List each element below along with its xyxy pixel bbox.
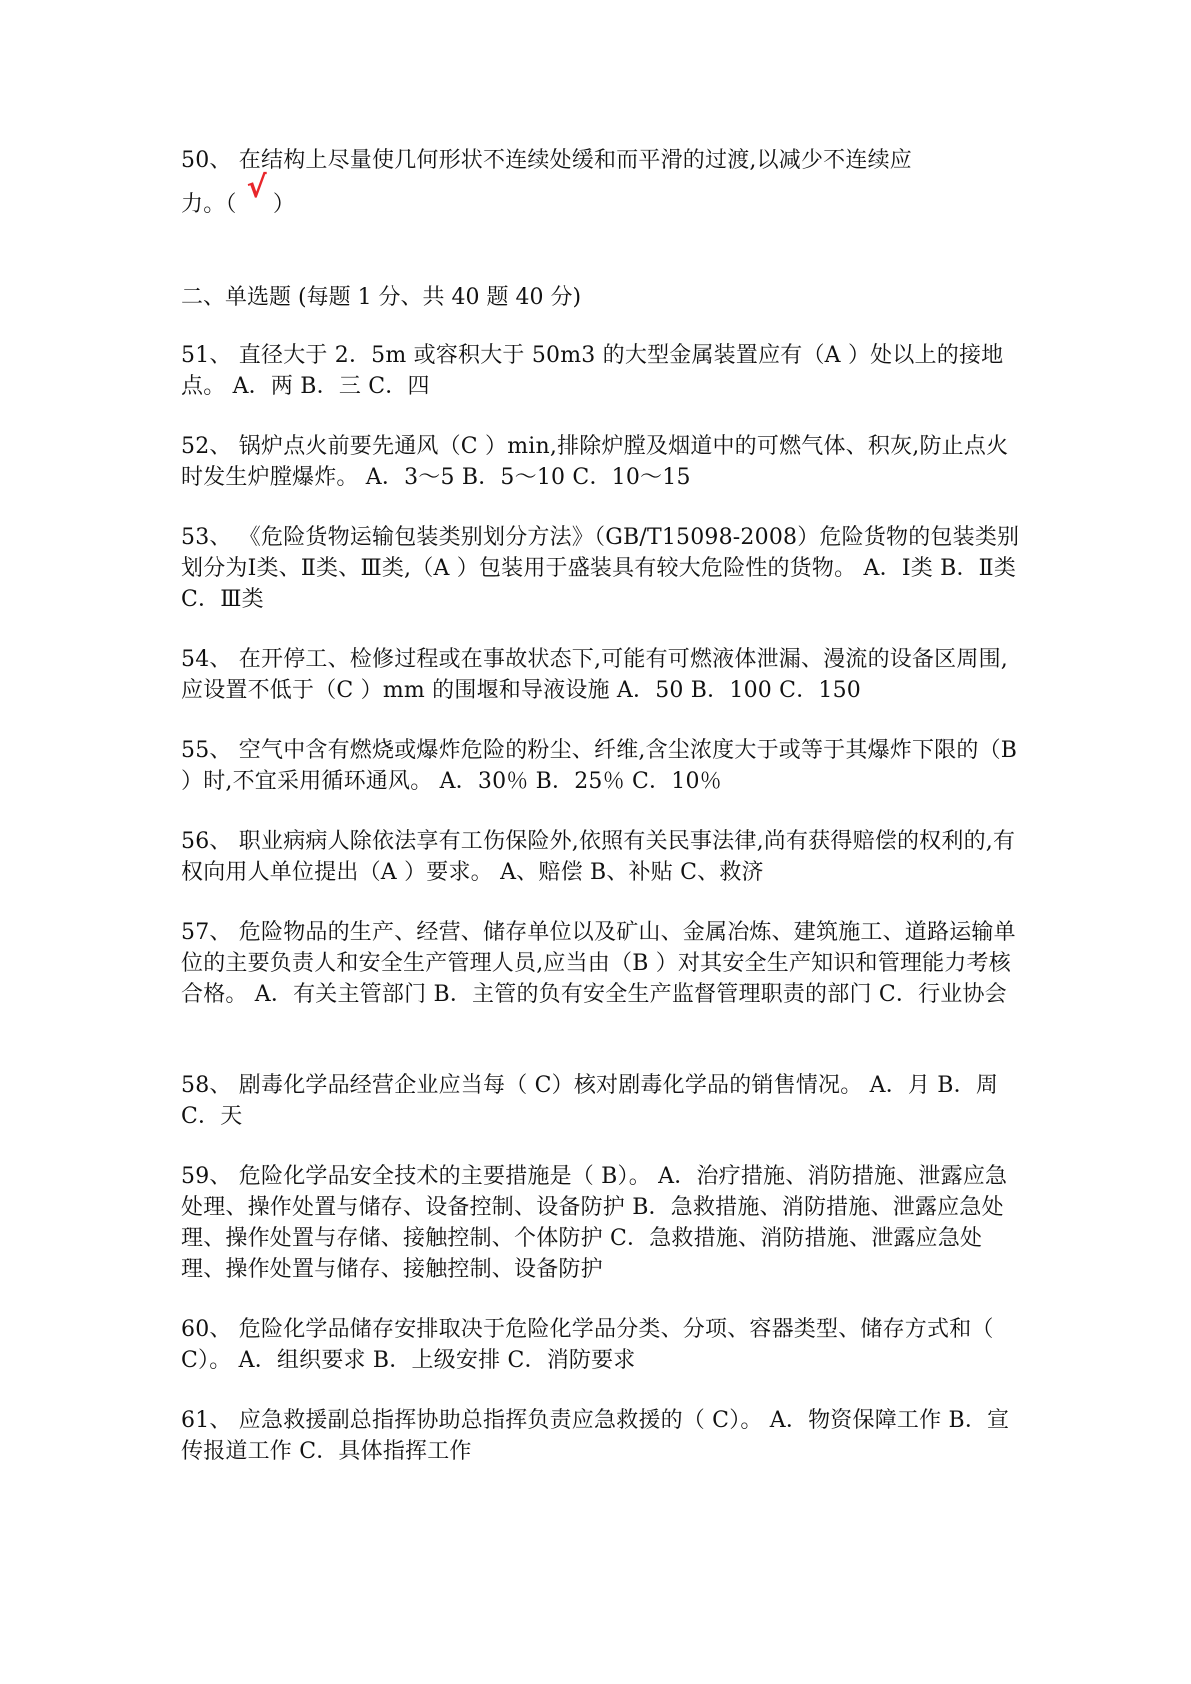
question-50-line1: 50、 在结构上尽量使几何形状不连续处缓和而平滑的过渡,以减少不连续应 — [181, 148, 912, 173]
question-58: 58、 剧毒化学品经营企业应当每（ C）核对剧毒化学品的销售情况。 A．月 B．周 C．天 — [181, 1073, 999, 1129]
question-55: 55、 空气中含有燃烧或爆炸危险的粉尘、纤维,含尘浓度大于或等于其爆炸下限的（B ）时,不宜采用循环通风。 A．30％ B．25％ C．10％ — [181, 738, 1018, 794]
question-50-line2 — [181, 170, 1021, 220]
question-50 — [181, 145, 1021, 220]
section-title: 二、单选题 (每题 1 分、共 40 题 40 分) — [181, 285, 582, 310]
question-56: 56、 职业病病人除依法享有工伤保险外,依照有关民事法律,尚有获得赔偿的权利的,有权向用人单位提出（A ）要求。 A、赔偿 B、补贴 C、救济 — [181, 829, 1016, 885]
question-59: 59、 危险化学品安全技术的主要措施是（ B）。 A．治疗措施、消防措施、泄露应急处理、操作处置与储存、设备控制、设备防护 B．急救措施、消防措施、泄露应急处理、操作处置与存储、接触控制、个体防护 C．急救措施、消防措施、泄露应急处理、操作处置与储存、接触控制、设备防护 — [181, 1164, 1008, 1282]
check-mark-icon: √ — [246, 170, 267, 205]
question-60: 60、 危险化学品储存安排取决于危险化学品分类、分项、容器类型、储存方式和（ C）。 A．组织要求 B．上级安排 C．消防要求 — [181, 1317, 994, 1373]
question-53: 53、 《危险货物运输包装类别划分方法》（GB/T15098-2008）危险货物的包装类别划分为Ⅰ类、Ⅱ类、Ⅲ类,（A ）包装用于盛装具有较大危险性的货物。 A．Ⅰ类 B．Ⅱ类 C．Ⅲ类 — [181, 525, 1020, 612]
question-61: 61、 应急救援副总指挥协助总指挥负责应急救援的（ C）。 A．物资保障工作 B．宣传报道工作 C．具体指挥工作 — [181, 1408, 1010, 1464]
question-50-line2-end: ） — [272, 192, 296, 217]
question-52: 52、 锅炉点火前要先通风（C ）min,排除炉膛及烟道中的可燃气体、积灰,防止点火时发生炉膛爆炸。 A．3～5 B．5～10 C．10～15 — [181, 434, 1009, 490]
question-50-line2-start: 力。（ — [181, 192, 237, 217]
question-57: 57、 危险物品的生产、经营、储存单位以及矿山、金属冶炼、建筑施工、道路运输单位的主要负责人和安全生产管理人员,应当由（B ）对其安全生产知识和管理能力考核合格。 A．有关主管部门 B．主管的负有安全生产监督管理职责的部门 C．行业协会 — [181, 920, 1016, 1007]
question-51: 51、 直径大于 2．5m 或容积大于 50m3 的大型金属装置应有（A ）处以上的接地点。 A．两 B．三 C．四 — [181, 343, 1004, 399]
question-54: 54、 在开停工、检修过程或在事故状态下,可能有可燃液体泄漏、漫流的设备区周围,应设置不低于（C ）mm 的围堰和导液设施 A．50 B．100 C．150 — [181, 647, 1008, 703]
